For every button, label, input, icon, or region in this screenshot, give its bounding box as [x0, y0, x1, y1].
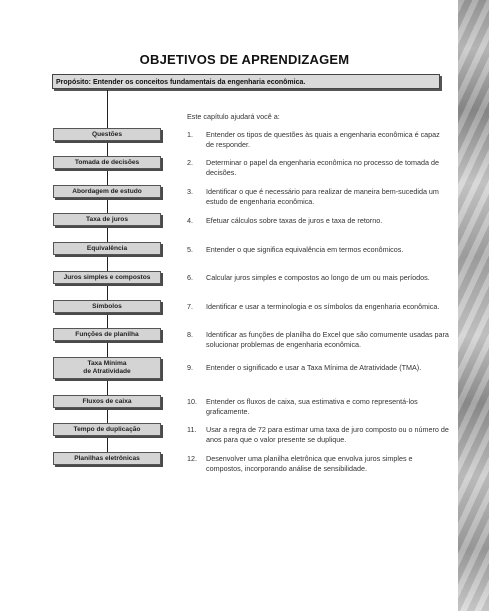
objective-item [187, 158, 449, 177]
objective-number: 7. [187, 302, 193, 311]
objective-number: 8. [187, 330, 193, 339]
objective-number: 5. [187, 245, 193, 254]
objective-text: Determinar o papel da engenharia econômica no processo de tomada de decisões. [206, 158, 439, 177]
objective-text: Efetuar cálculos sobre taxas de juros e taxa de retorno. [206, 216, 383, 225]
topic-box: Equivalência [53, 242, 161, 255]
objective-item [187, 273, 449, 283]
topic-box: Tomada de decisões [53, 156, 161, 169]
objective-item [187, 397, 449, 416]
objective-item [187, 454, 449, 473]
objective-text: Usar a regra de 72 para estimar uma taxa de juro composto ou o número de anos para que o valor presente se duplique. [206, 425, 449, 444]
topic-box: Fluxos de caixa [53, 395, 161, 408]
objective-text: Identificar as funções de planilha do Excel que são comumente usadas para solucionar problemas de engenharia econômica. [206, 330, 449, 349]
objective-number: 9. [187, 363, 193, 372]
objective-number: 11. [187, 425, 197, 434]
topic-box: Abordagem de estudo [53, 185, 161, 198]
objective-number: 2. [187, 158, 193, 167]
topic-box: Símbolos [53, 300, 161, 313]
objective-text: Calcular juros simples e compostos ao longo de um ou mais períodos. [206, 273, 430, 282]
topic-box: Taxa Mínima de Atratividade [53, 357, 161, 379]
side-photo-strip [458, 0, 489, 611]
page-title: OBJETIVOS DE APRENDIZAGEM [139, 52, 350, 67]
objective-item [187, 302, 449, 312]
objective-text: Entender o significado e usar a Taxa Mínima de Atratividade (TMA). [206, 363, 422, 372]
topic-box: Taxa de juros [53, 213, 161, 226]
objective-text: Identificar o que é necessário para realizar de maneira bem-sucedida um estudo de engenharia econômica. [206, 187, 439, 206]
purpose-banner: Propósito: Entender os conceitos fundamentais da engenharia econômica. [52, 74, 440, 89]
topic-box: Planilhas eletrônicas [53, 452, 161, 465]
objective-number: 12. [187, 454, 197, 463]
objective-item [187, 330, 449, 349]
objective-item [187, 245, 449, 255]
objective-number: 10. [187, 397, 197, 406]
topic-box: Questões [53, 128, 161, 141]
objective-text: Identificar e usar a terminologia e os símbolos da engenharia econômica. [206, 302, 440, 311]
objective-text: Entender os tipos de questões às quais a engenharia econômica é capaz de responder. [206, 130, 440, 149]
objective-number: 1. [187, 130, 193, 139]
objective-text: Entender o que significa equivalência em termos econômicos. [206, 245, 404, 254]
topic-box: Juros simples e compostos [53, 271, 161, 284]
objective-number: 3. [187, 187, 193, 196]
topic-box: Funções de planilha [53, 328, 161, 341]
objective-text: Desenvolver uma planilha eletrônica que envolva juros simples e compostos, incorporando análise de sensibilidade. [206, 454, 413, 473]
objective-item [187, 187, 449, 206]
objective-text: Entender os fluxos de caixa, sua estimativa e como representá-los graficamente. [206, 397, 418, 416]
topic-box: Tempo de duplicação [53, 423, 161, 436]
objective-number: 4. [187, 216, 193, 225]
objective-number: 6. [187, 273, 193, 282]
objective-item [187, 425, 449, 444]
objective-item [187, 130, 449, 149]
intro-text: Este capítulo ajudará você a: [187, 112, 280, 121]
objective-item [187, 363, 449, 373]
objective-item [187, 216, 449, 226]
